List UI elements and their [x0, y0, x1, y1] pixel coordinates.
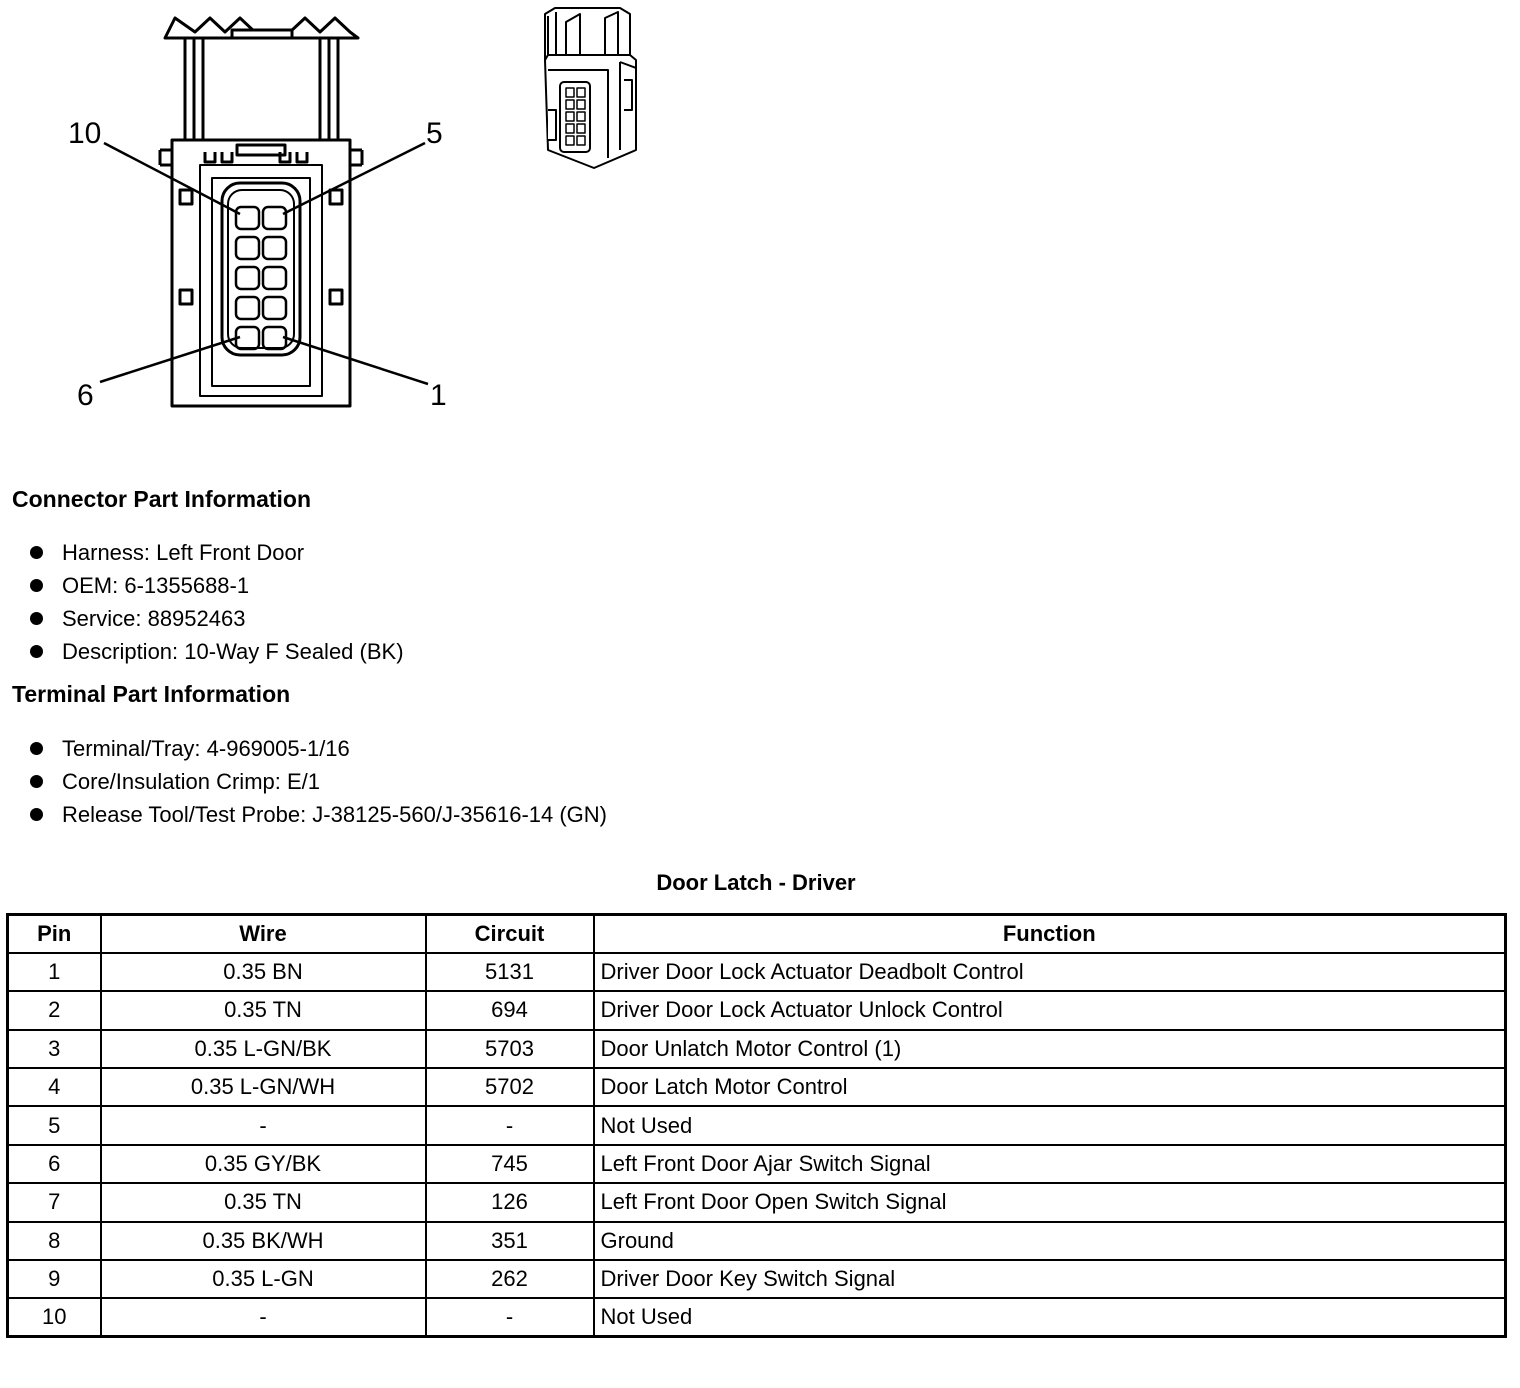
- circuit-cell: -: [426, 1106, 594, 1144]
- pin-label-1: 1: [430, 379, 447, 412]
- table-row: [8, 991, 1506, 1029]
- wire-cell: 0.35 BN: [101, 953, 426, 991]
- column-header-pin: Pin: [8, 915, 101, 953]
- circuit-cell: 351: [426, 1222, 594, 1260]
- terminal-part-info-heading: Terminal Part Information: [12, 681, 291, 707]
- function-cell: Driver Door Lock Actuator Unlock Control: [594, 991, 1506, 1029]
- function-cell: Left Front Door Open Switch Signal: [594, 1183, 1506, 1221]
- function-cell: Door Unlatch Motor Control (1): [594, 1030, 1506, 1068]
- connector-face-icon: [100, 18, 428, 406]
- wire-cell: 0.35 TN: [101, 991, 426, 1029]
- table-row: [8, 1106, 1506, 1144]
- table-row: [8, 1298, 1506, 1336]
- circuit-cell: 745: [426, 1145, 594, 1183]
- table-title: Door Latch - Driver: [656, 870, 856, 895]
- wire-cell: 0.35 TN: [101, 1183, 426, 1221]
- wire-cell: 0.35 L-GN/WH: [101, 1068, 426, 1106]
- pin-cell: 6: [8, 1145, 101, 1183]
- connector-isometric-icon: [545, 8, 636, 168]
- table-row: [8, 1145, 1506, 1183]
- list-item: Harness: Left Front Door: [30, 536, 404, 569]
- column-header-wire: Wire: [101, 915, 426, 953]
- pin-cell: 8: [8, 1222, 101, 1260]
- connector-part-info-list: [30, 536, 404, 668]
- pin-cell: 9: [8, 1260, 101, 1298]
- pin-cell: 2: [8, 991, 101, 1029]
- function-cell: Ground: [594, 1222, 1506, 1260]
- terminal-part-info-list: [30, 732, 607, 831]
- pin-cell: 10: [8, 1298, 101, 1336]
- function-cell: Not Used: [594, 1106, 1506, 1144]
- wire-cell: -: [101, 1106, 426, 1144]
- connector-part-info-heading: Connector Part Information: [12, 486, 312, 512]
- table-row: [8, 1183, 1506, 1221]
- list-item: Core/Insulation Crimp: E/1: [30, 765, 607, 798]
- circuit-cell: 262: [426, 1260, 594, 1298]
- table-row: [8, 1222, 1506, 1260]
- function-cell: Driver Door Lock Actuator Deadbolt Control: [594, 953, 1506, 991]
- function-cell: Not Used: [594, 1298, 1506, 1336]
- column-header-circuit: Circuit: [426, 915, 594, 953]
- function-cell: Driver Door Key Switch Signal: [594, 1260, 1506, 1298]
- pin-cell: 1: [8, 953, 101, 991]
- table-row: [8, 1260, 1506, 1298]
- pin-label-5: 5: [426, 117, 443, 150]
- pin-cell: 4: [8, 1068, 101, 1106]
- circuit-cell: 126: [426, 1183, 594, 1221]
- connector-diagram: [0, 0, 760, 440]
- circuit-cell: 5703: [426, 1030, 594, 1068]
- table-row: [8, 1030, 1506, 1068]
- list-item: Description: 10-Way F Sealed (BK): [30, 635, 404, 668]
- function-cell: Left Front Door Ajar Switch Signal: [594, 1145, 1506, 1183]
- wire-cell: 0.35 GY/BK: [101, 1145, 426, 1183]
- circuit-cell: 5131: [426, 953, 594, 991]
- wire-cell: -: [101, 1298, 426, 1336]
- table-row: [8, 953, 1506, 991]
- table-row: [8, 1068, 1506, 1106]
- wire-cell: 0.35 L-GN: [101, 1260, 426, 1298]
- list-item: Service: 88952463: [30, 602, 404, 635]
- wire-cell: 0.35 BK/WH: [101, 1222, 426, 1260]
- pin-label-6: 6: [77, 379, 94, 412]
- pin-label-10: 10: [68, 117, 102, 150]
- table-header-row: [8, 915, 1506, 953]
- function-cell: Door Latch Motor Control: [594, 1068, 1506, 1106]
- list-item: OEM: 6-1355688-1: [30, 569, 404, 602]
- circuit-cell: 5702: [426, 1068, 594, 1106]
- circuit-cell: 694: [426, 991, 594, 1029]
- pin-cell: 7: [8, 1183, 101, 1221]
- circuit-cell: -: [426, 1298, 594, 1336]
- pinout-table: [6, 913, 1507, 1338]
- wire-cell: 0.35 L-GN/BK: [101, 1030, 426, 1068]
- column-header-function: Function: [594, 915, 1506, 953]
- pin-cell: 3: [8, 1030, 101, 1068]
- list-item: Release Tool/Test Probe: J-38125-560/J-35616-14 (GN): [30, 798, 607, 831]
- pin-cell: 5: [8, 1106, 101, 1144]
- list-item: Terminal/Tray: 4-969005-1/16: [30, 732, 607, 765]
